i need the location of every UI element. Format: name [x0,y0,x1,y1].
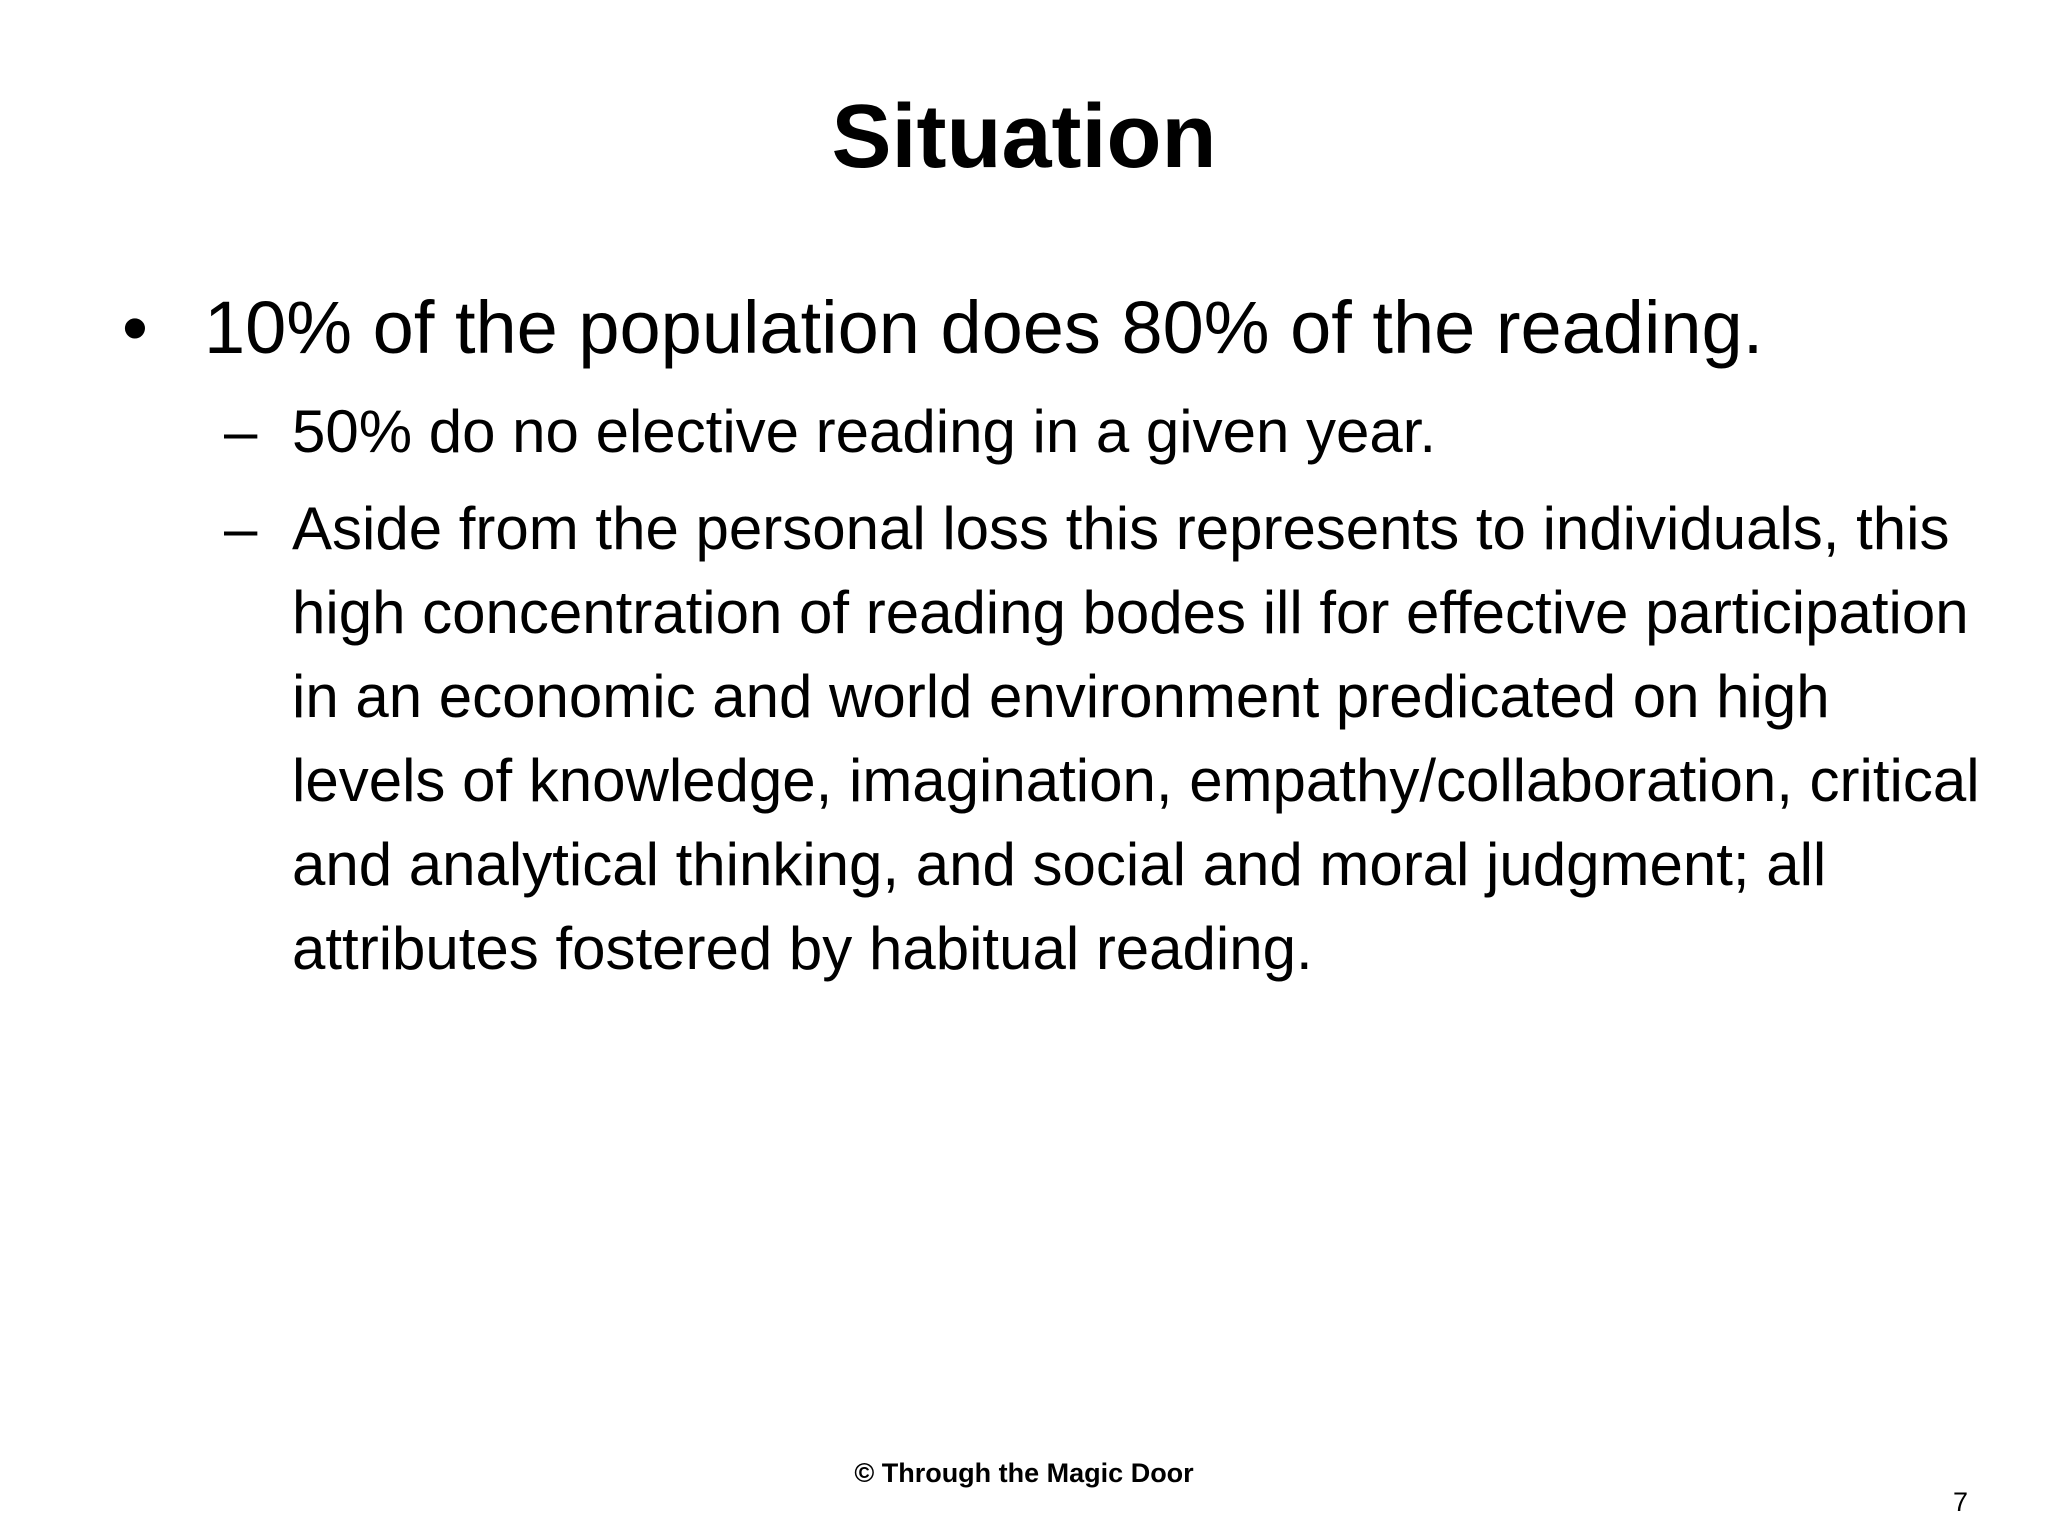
dash-marker: – [224,398,258,465]
dash-marker: – [224,495,258,562]
sub-bullet-text: Aside from the personal loss this represents to individuals, this high concentration of reading bodes ill for effective participation in an economic and world environment predicated on high levels of knowledge, imagination, empathy/collaboration, critical and analytical thinking, and social and moral judgment; all attributes fostered by habitual reading. [292,495,1980,982]
main-bullet-text: 10% of the population does 80% of the reading. [204,286,1764,369]
sub-bullet-text: 50% do no elective reading in a given year. [292,398,1437,465]
bullet-marker: • [122,286,148,369]
slide-title: Situation [831,87,1217,187]
copyright-footer: © Through the Magic Door [854,1458,1194,1488]
page-number: 7 [1952,1487,1968,1517]
